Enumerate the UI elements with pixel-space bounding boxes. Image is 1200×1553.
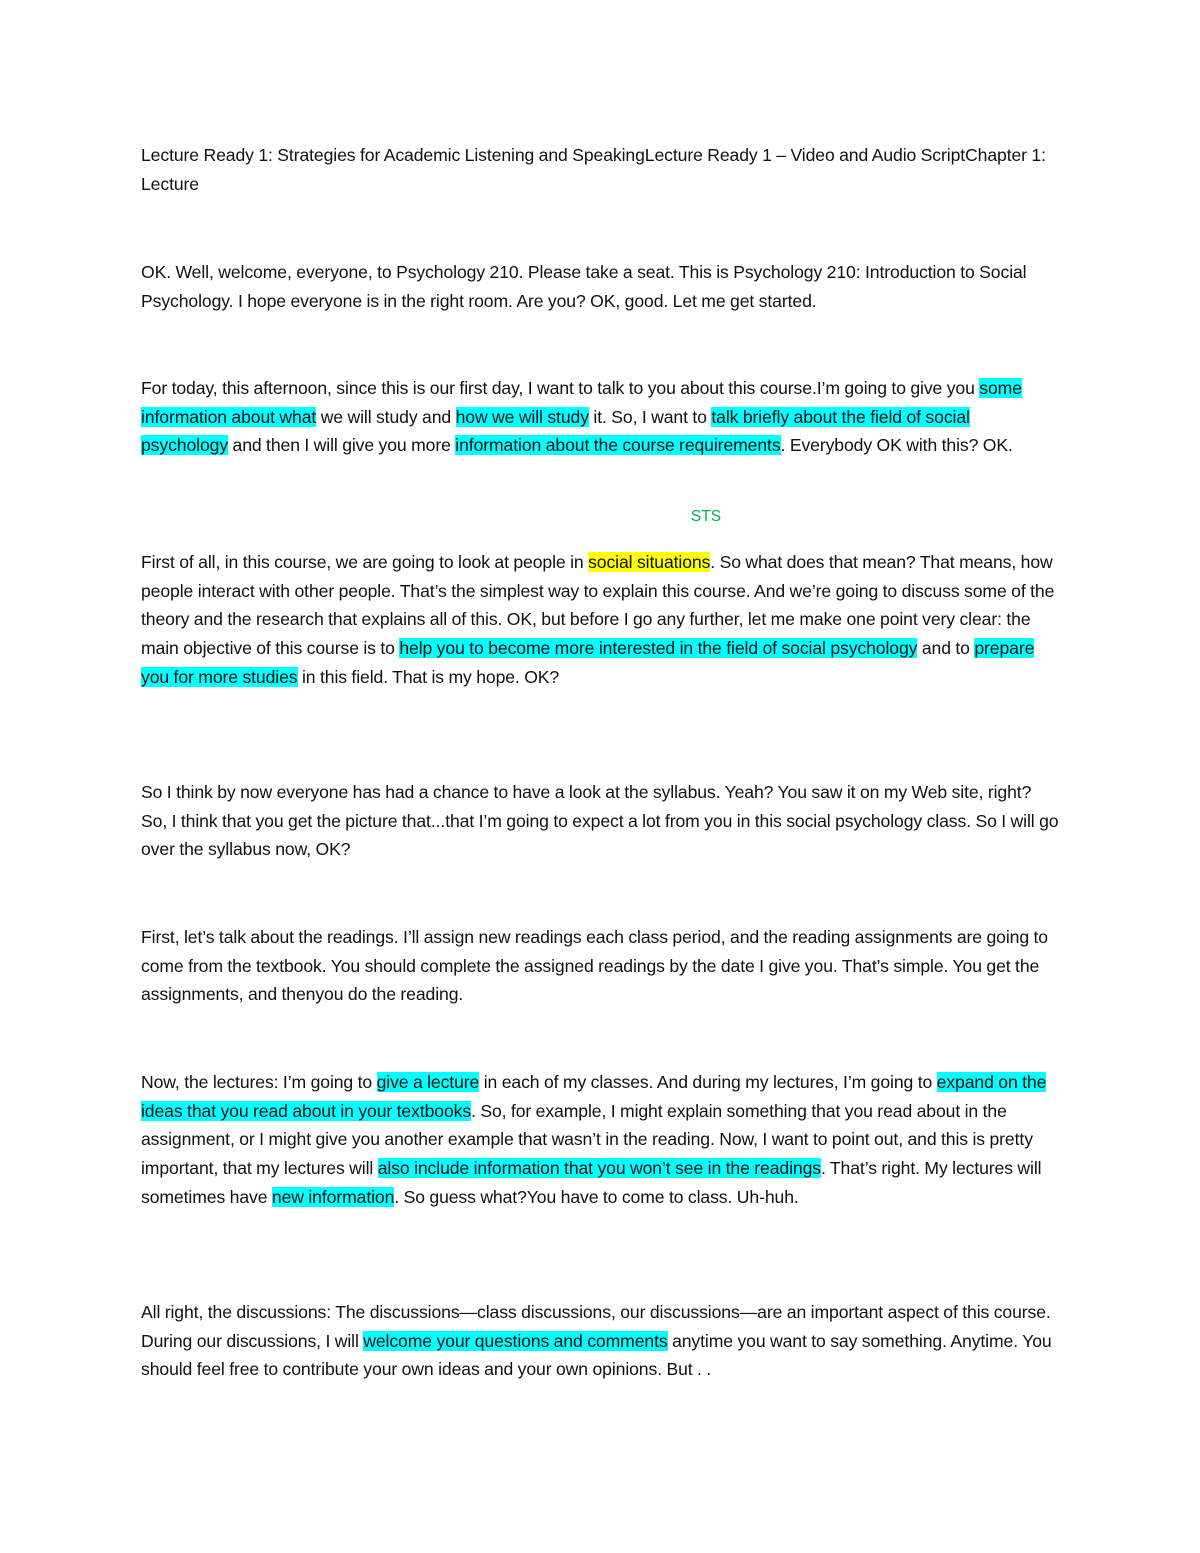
text-run: . That’s right. My lectures will sometimes have xyxy=(141,1158,1042,1207)
paragraph-1 xyxy=(141,258,1061,315)
text-run: in this field. That is my hope. OK? xyxy=(297,666,560,687)
highlighted-text: help you to become more interested in the field of social psychology xyxy=(399,638,918,659)
highlighted-text: new information xyxy=(271,1186,395,1207)
highlighted-text: welcome your questions and comments xyxy=(363,1330,668,1351)
document-title xyxy=(141,141,1061,198)
paragraph-4-text: So I think by now everyone has had a chance to have a look at the syllabus. Yeah? You saw it on my Web site, right? So, I think that you get the picture that...that I’m going to expect a lot from you in this social psychology class. So I will go over the syllabus now, OK? xyxy=(141,782,1059,860)
highlighted-text-yellow: social situations xyxy=(588,552,711,572)
sts-annotation: STS xyxy=(690,508,722,525)
highlighted-text: give a lecture xyxy=(376,1072,480,1092)
text-run: . So guess what?You have to come to class. Uh-huh. xyxy=(394,1186,799,1207)
text-run: For today, this afternoon, since this is our first day, I want to talk to you about this course.I’m going to give you xyxy=(141,378,980,398)
text-run: and then I will give you more xyxy=(228,435,456,456)
text-run: we will study and xyxy=(316,406,456,427)
paragraph-7 xyxy=(141,1298,1061,1384)
text-run: it. So, I want to xyxy=(588,406,712,427)
paragraph-1-text: OK. Well, welcome, everyone, to Psychology 210. Please take a seat. This is Psychology 210: Introduction to Social Psychology. I hope everyone is in the right room. Are you? OK, good. Let me get started. xyxy=(141,262,1027,311)
paragraph-2 xyxy=(141,374,1061,460)
paragraph-4 xyxy=(141,778,1061,864)
highlighted-text: also include information that you won’t see in the readings xyxy=(377,1158,821,1179)
text-run: anytime you want to say something. Anytime. You should feel free to contribute your own ideas and your own opinions. But . . xyxy=(141,1330,1052,1380)
text-run: Now, the lectures: I’m going to xyxy=(141,1072,377,1092)
text-run: First of all, in this course, we are going to look at people in xyxy=(141,552,589,572)
document-title-text: Lecture Ready 1: Strategies for Academic Listening and SpeakingLecture Ready 1 – Video and Audio ScriptChapter 1: Lecture xyxy=(141,145,1046,194)
highlighted-text: how we will study xyxy=(455,406,589,427)
text-run: in each of my classes. And during my lectures, I’m going to xyxy=(479,1072,937,1092)
highlighted-text: information about the course requirements xyxy=(455,435,781,456)
text-run: . So, for example, I might explain something that you read about in the assignment, or I might give you another example that wasn’t in the reading. Now, I want to point out, and this is pretty important, that my lectures will xyxy=(141,1100,1033,1179)
paragraph-3 xyxy=(141,548,1061,692)
text-run: and to xyxy=(917,638,975,659)
highlighted-text: talk briefly about the field of social psychology xyxy=(141,406,970,456)
highlighted-text: prepare you for more studies xyxy=(141,638,1035,687)
text-run: All right, the discussions: The discussions—class discussions, our discussions—are an important aspect of this course. During our discussions, I will xyxy=(141,1302,1051,1351)
paragraph-5 xyxy=(141,923,1061,1009)
highlighted-text: some information about what xyxy=(141,378,1022,427)
highlighted-text: expand on the ideas that you read about in your textbooks xyxy=(141,1072,1047,1121)
text-run: . So what does that mean? That means, how people interact with other people. That’s the simplest way to explain this course. And we’re going to discuss some of the theory and the research that explains all of this. OK, but before I go any further, let me make one point very clear: the main objective of this course is to xyxy=(141,552,1055,659)
paragraph-6 xyxy=(141,1068,1061,1212)
paragraph-5-text: First, let’s talk about the readings. I’ll assign new readings each class period, and the reading assignments are going to come from the textbook. You should complete the assigned readings by the date I give you. That’s simple. You get the assignments, and thenyou do the reading. xyxy=(141,927,1048,1005)
text-run: . Everybody OK with this? OK. xyxy=(780,435,1013,456)
